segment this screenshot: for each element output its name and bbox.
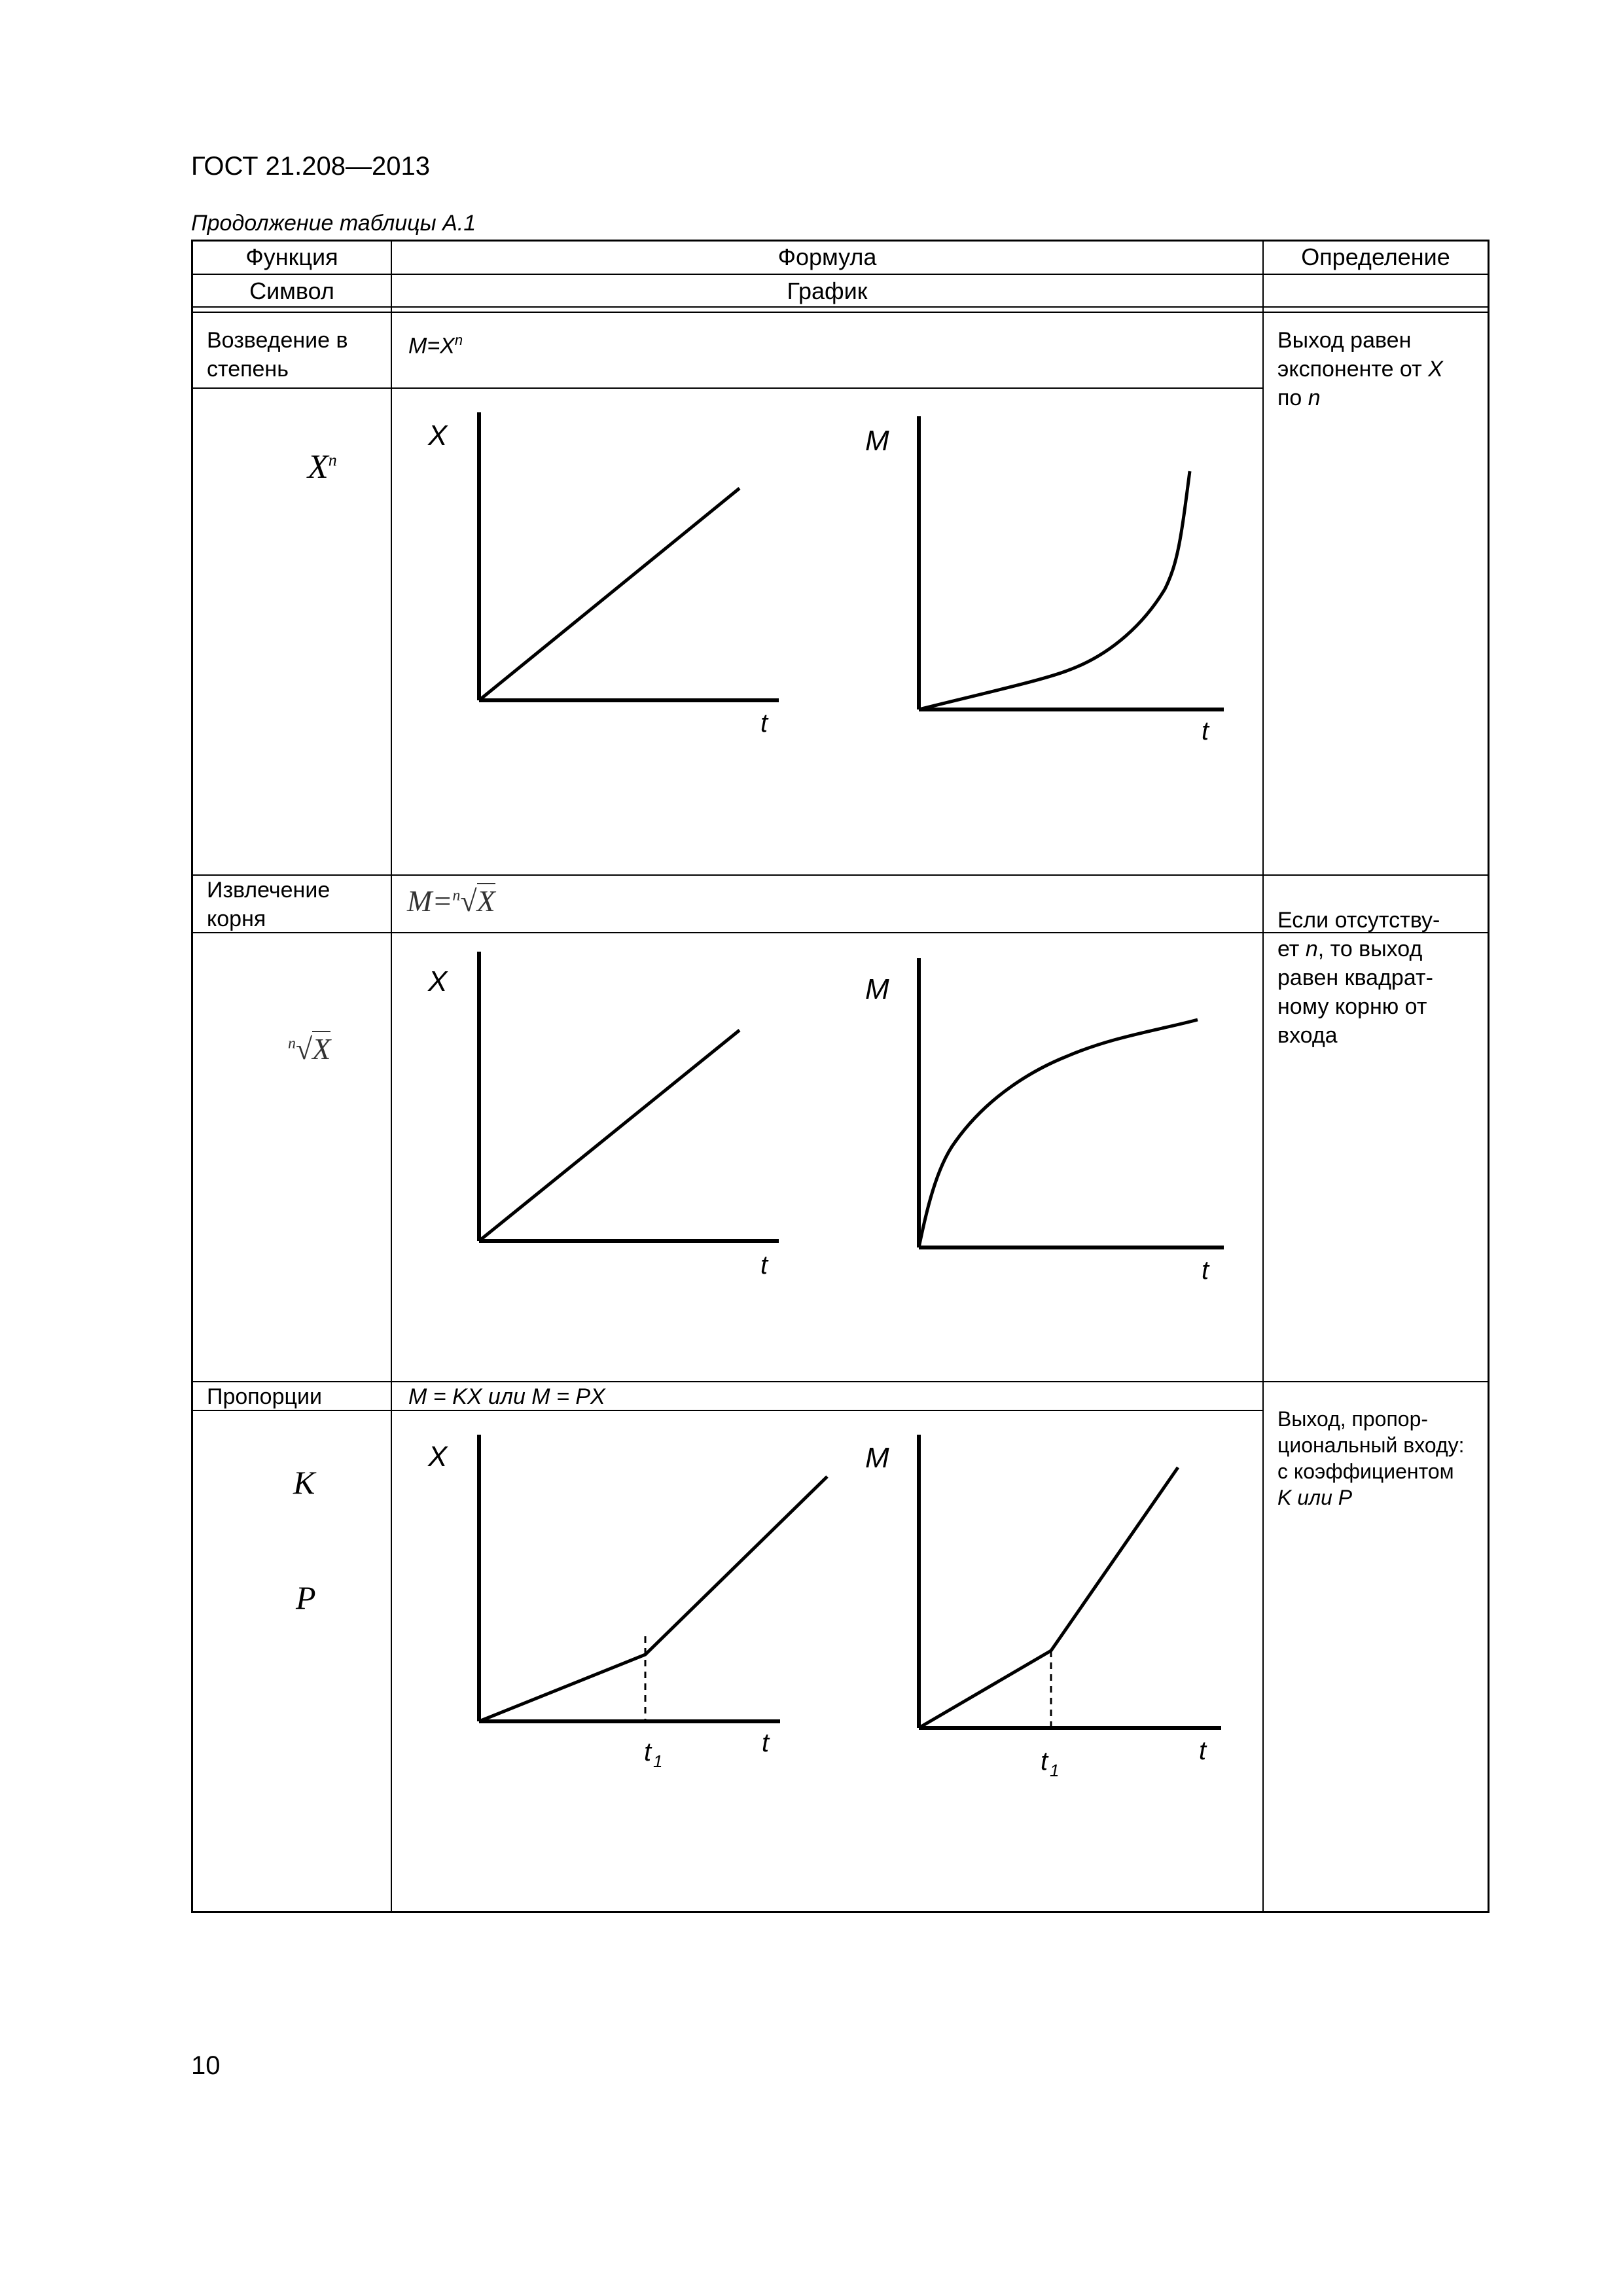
row2-definition-line3: равен квадрат- [1277, 965, 1433, 990]
row3-definition-line4: K или P [1277, 1486, 1353, 1509]
root-series [919, 1020, 1198, 1247]
row3-definition [1277, 1406, 1465, 1511]
row3-definition-line1: Выход, пропор- [1277, 1407, 1429, 1431]
row1-function [207, 326, 348, 384]
row1-sub-divider [191, 387, 1263, 389]
row2-definition-line4: ному корню от [1277, 994, 1427, 1019]
radical-sign-icon: √ [296, 1032, 313, 1066]
row2-definition-line5: входа [1277, 1023, 1338, 1048]
t1-label: t [644, 1738, 652, 1767]
row1-symbol-exp: n [328, 450, 337, 470]
table-border-top [191, 240, 1489, 242]
t1-label: t [1041, 1747, 1048, 1776]
linear-series [479, 1030, 740, 1241]
row2-bottom [191, 1381, 1489, 1382]
row2-symbol-radicand: X [312, 1032, 331, 1066]
row2-graph-right [851, 939, 1257, 1292]
x-axis-label: t [762, 1729, 770, 1757]
row1-function-line1: Возведение в [207, 328, 348, 353]
row1-definition [1277, 326, 1443, 412]
table-caption: Продолжение таблицы А.1 [191, 211, 476, 236]
x-axis-label: t [760, 709, 768, 738]
y-axis-label: M [865, 1442, 889, 1474]
row3-graph-left [419, 1420, 851, 1787]
row3-definition-line3: с коэффициентом [1277, 1460, 1454, 1483]
x-axis-label: t [1202, 1256, 1209, 1285]
row2-definition-line2: ет n, то выход [1277, 937, 1423, 961]
row2-definition [1277, 906, 1440, 1050]
row3-graph-right [851, 1420, 1257, 1787]
table-border-bottom [191, 1911, 1489, 1913]
header-bottom-double-2 [191, 312, 1489, 313]
row1-symbol [308, 448, 337, 486]
row3-definition-line2: циональный входу: [1277, 1433, 1465, 1457]
row3-symbol-k: K [293, 1464, 315, 1501]
row2-function [207, 876, 330, 933]
row1-definition-line3: по n [1277, 386, 1321, 410]
header-row-divider [191, 274, 1489, 275]
radical-sign-icon: √ [460, 884, 477, 918]
row2-formula [407, 884, 495, 918]
row1-bottom [191, 874, 1489, 876]
row2-formula-radicand: X [476, 884, 495, 918]
y-axis-label: X [428, 420, 448, 452]
col-header-symbol: Символ [249, 278, 334, 304]
col-header-definition: Определение [1301, 243, 1450, 270]
table-col-divider-1 [391, 240, 392, 1913]
table-col-divider-2 [1262, 240, 1264, 1913]
y-axis-label: X [428, 965, 448, 997]
row2-symbol-index: n [288, 1035, 296, 1052]
row1-graph-left [419, 393, 825, 746]
t1-label-subscript: 1 [653, 1751, 663, 1771]
page-number: 10 [191, 2051, 221, 2080]
row3-sub-divider [191, 1410, 1263, 1411]
table-border-right [1488, 240, 1489, 1913]
piecewise-series [479, 1477, 827, 1721]
y-axis-label: M [865, 973, 889, 1005]
y-axis-label: X [428, 1441, 448, 1473]
header-bottom-double-1 [191, 306, 1489, 308]
row1-formula-base: M=X [408, 333, 455, 359]
row2-graph-left [419, 939, 825, 1292]
row1-symbol-base: X [308, 448, 329, 486]
x-axis-label: t [1199, 1736, 1207, 1765]
table-border-left [191, 240, 193, 1913]
row2-function-line2: корня [207, 906, 266, 931]
col-header-formula: Формула [777, 243, 877, 270]
row3-function: Пропорции [207, 1384, 322, 1409]
exponential-series [919, 471, 1190, 709]
row1-definition-line2: экспоненте от X [1277, 357, 1443, 382]
row1-formula-exp: n [454, 332, 463, 348]
row3-symbol-p: P [296, 1579, 316, 1616]
row2-function-line1: Извлечение [207, 878, 330, 903]
row1-formula [408, 326, 463, 360]
x-axis-label: t [1202, 717, 1209, 745]
t1-label-subscript: 1 [1050, 1761, 1060, 1780]
piecewise-series [919, 1467, 1178, 1728]
row3-formula: M = KX или M = PX [408, 1384, 605, 1409]
row1-function-line2: степень [207, 357, 289, 382]
x-axis-label: t [760, 1251, 768, 1280]
row1-graph-right [851, 393, 1257, 746]
col-header-graph: График [787, 278, 868, 304]
linear-series [479, 488, 740, 700]
y-axis-label: M [865, 425, 889, 457]
row2-definition-line1: Если отсутству- [1277, 908, 1440, 933]
col-header-function: Функция [245, 243, 338, 270]
document-code: ГОСТ 21.208—2013 [191, 152, 430, 181]
row1-definition-line1: Выход равен [1277, 328, 1412, 353]
row2-formula-index: n [452, 887, 461, 905]
row2-formula-lhs: M= [407, 884, 453, 918]
row2-symbol [288, 1031, 330, 1066]
